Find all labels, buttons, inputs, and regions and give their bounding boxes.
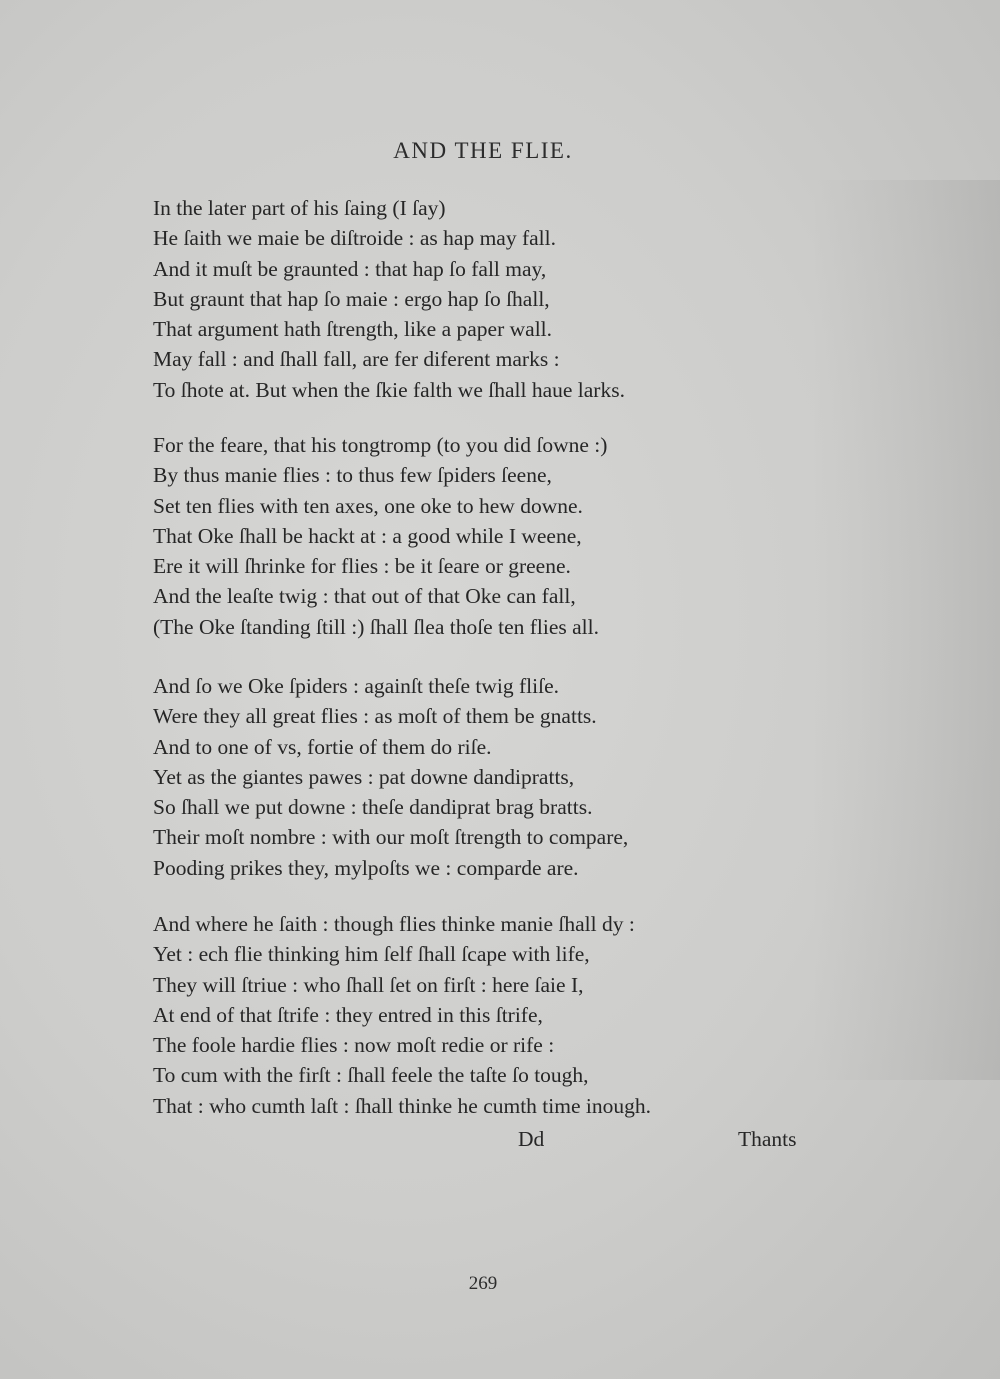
verse-line: And ſo we Oke ſpiders : againſt theſe twig fliſe. xyxy=(153,674,560,698)
verse-line: That Oke ſhall be hackt at : a good while I weene, xyxy=(153,523,582,548)
verse-line: And it muſt be graunted : that hap ſo fall may, xyxy=(153,256,547,281)
verse-line: That argument hath ſtrength, like a paper wall. xyxy=(153,317,553,342)
verse-line: Were they all great flies : as moſt of them be gnatts. xyxy=(153,704,597,729)
poem-title: AND THE FLIE. xyxy=(393,138,573,163)
verse-line: And the leaſte twig : that out of that Oke can fall, xyxy=(153,584,576,609)
stanza-2 xyxy=(153,430,843,642)
verse-line: The foole hardie flies : now moſt redie or rife : xyxy=(153,1033,555,1058)
verse-line: To cum with the firſt : ſhall feele the taſte ſo tough, xyxy=(153,1063,589,1088)
verse-line: And where he ſaith : though flies thinke manie ſhall dy : xyxy=(153,912,635,936)
verse-line: For the feare, that his tongtromp (to you did ſowne :) xyxy=(153,433,608,457)
verse-line: They will ſtriue : who ſhall ſet on firſt : here ſaie I, xyxy=(153,972,584,997)
verse-line: But graunt that hap ſo maie : ergo hap ſo ſhall, xyxy=(153,286,550,311)
verse-line: Set ten flies with ten axes, one oke to hew downe. xyxy=(153,493,583,518)
verse-line: So ſhall we put downe : theſe dandiprat brag bratts. xyxy=(153,795,593,820)
verse-line: Yet as the giantes pawes : pat downe dandipratts, xyxy=(153,764,575,789)
verse-line: Ere it will ſhrinke for flies : be it ſeare or greene. xyxy=(153,554,571,579)
catchword: Thants xyxy=(738,1127,797,1151)
verse-line: In the later part of his ſaing (I ſay) xyxy=(153,196,446,220)
verse-line: Pooding prikes they, mylpoſts we : comparde are. xyxy=(153,855,579,880)
stanza-4 xyxy=(153,909,843,1121)
verse-line: He ſaith we maie be diſtroide : as hap may fall. xyxy=(153,226,556,251)
stanza-3 xyxy=(153,671,843,883)
verse-line: At end of that ſtrife : they entred in this ſtrife, xyxy=(153,1002,543,1027)
verse-line: By thus manie flies : to thus few ſpiders ſeene, xyxy=(153,463,552,488)
verse-line: And to one of vs, fortie of them do riſe. xyxy=(153,734,492,759)
verse-line: Yet : ech flie thinking him ſelf ſhall ſcape with life, xyxy=(153,942,590,967)
verse-line: That : who cumth laſt : ſhall thinke he cumth time inough. xyxy=(153,1093,651,1118)
verse-line: (The Oke ſtanding ſtill :) ſhall ſlea thoſe ten flies all. xyxy=(153,614,599,639)
stanza-1 xyxy=(153,193,843,405)
verse-line: To ſhote at. But when the ſkie falth we ſhall haue larks. xyxy=(153,377,625,402)
signature-mark: Dd xyxy=(518,1127,545,1151)
page-number: 269 xyxy=(468,1273,498,1294)
verse-line: Their moſt nombre : with our moſt ſtrength to compare, xyxy=(153,825,629,850)
verse-line: May fall : and ſhall fall, are fer diferent marks : xyxy=(153,347,560,372)
